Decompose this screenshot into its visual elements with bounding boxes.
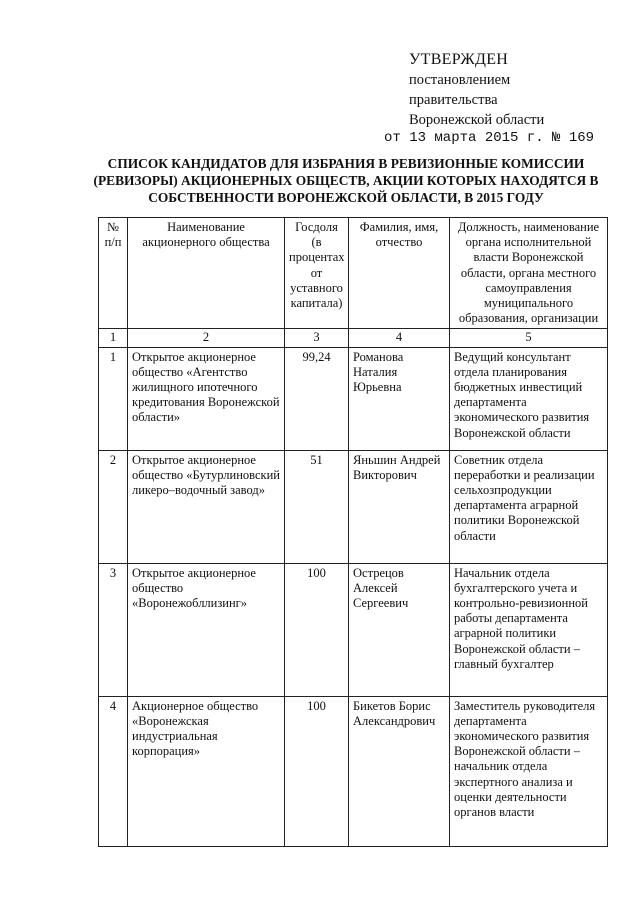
- candidate-name: Бикетов Борис Александрович: [349, 696, 450, 846]
- company-name: Открытое акционерное общество «Бутурлиновский ликеро–водочный завод»: [128, 450, 285, 563]
- row-number: 4: [99, 696, 128, 846]
- column-number: 2: [128, 329, 285, 347]
- header-position: Должность, наименование органа исполнительной власти Воронежской области, органа местного самоуправления муниципального образования, организации: [450, 218, 608, 329]
- decree-date-number: от 13 марта 2015 г. № 169: [384, 130, 595, 146]
- approval-line-1: постановлением: [409, 72, 511, 88]
- header-number: № п/п: [99, 218, 128, 329]
- candidate-position: Заместитель руководителя департамента экономического развития Воронежской области – начальник отдела экспертного анализа и оценки деятельности органов власти: [450, 696, 608, 846]
- candidates-table: [98, 217, 608, 847]
- candidate-position: Начальник отдела бухгалтерского учета и контрольно-ревизионной работы департамента аграрной политики Воронежской области – главный бухгалтер: [450, 563, 608, 696]
- company-name: Открытое акционерное общество «Агентство жилищного ипотечного кредитования Воронежской области»: [128, 347, 285, 450]
- candidate-name: Романова Наталия Юрьевна: [349, 347, 450, 450]
- approval-heading: УТВЕРЖДЕН: [409, 51, 509, 68]
- company-name: Открытое акционерное общество «Воронежобллизинг»: [128, 563, 285, 696]
- row-number: 3: [99, 563, 128, 696]
- approval-line-2: правительства: [409, 92, 498, 108]
- row-number: 1: [99, 347, 128, 450]
- header-company: Наименование акционерного общества: [128, 218, 285, 329]
- row-number: 2: [99, 450, 128, 563]
- state-share: 100: [285, 696, 349, 846]
- state-share: 99,24: [285, 347, 349, 450]
- column-number: 3: [285, 329, 349, 347]
- candidate-name: Яньшин Андрей Викторович: [349, 450, 450, 563]
- approval-block: [384, 50, 595, 146]
- approval-line-3: Воронежской области: [409, 112, 545, 128]
- table-row: [99, 450, 608, 563]
- column-number-row: [99, 329, 608, 347]
- column-number: 1: [99, 329, 128, 347]
- document-title: СПИСОК КАНДИДАТОВ ДЛЯ ИЗБРАНИЯ В РЕВИЗИОННЫЕ КОМИССИИ (РЕВИЗОРЫ) АКЦИОНЕРНЫХ ОБЩЕСТВ, АКЦИИ КОТОРЫХ НАХОДЯТСЯ В СОБСТВЕННОСТИ ВОРОНЕЖСКОЙ ОБЛАСТИ, В 2015 ГОДУ: [93, 156, 599, 205]
- table-row: [99, 563, 608, 696]
- table-header-row: [99, 218, 608, 329]
- header-share: Госдоля (в процентах от уставного капитала): [285, 218, 349, 329]
- candidate-position: Ведущий консультант отдела планирования бюджетных инвестиций департамента экономического развития Воронежской области: [450, 347, 608, 450]
- column-number: 4: [349, 329, 450, 347]
- state-share: 51: [285, 450, 349, 563]
- company-name: Акционерное общество «Воронежская индустриальная корпорация»: [128, 696, 285, 846]
- table-row: [99, 696, 608, 846]
- state-share: 100: [285, 563, 349, 696]
- table-row: [99, 347, 608, 450]
- candidate-position: Советник отдела переработки и реализации сельхозпродукции департамента аграрной политики Воронежской области: [450, 450, 608, 563]
- header-name: Фамилия, имя, отчество: [349, 218, 450, 329]
- candidate-name: Острецов Алексей Сергеевич: [349, 563, 450, 696]
- column-number: 5: [450, 329, 608, 347]
